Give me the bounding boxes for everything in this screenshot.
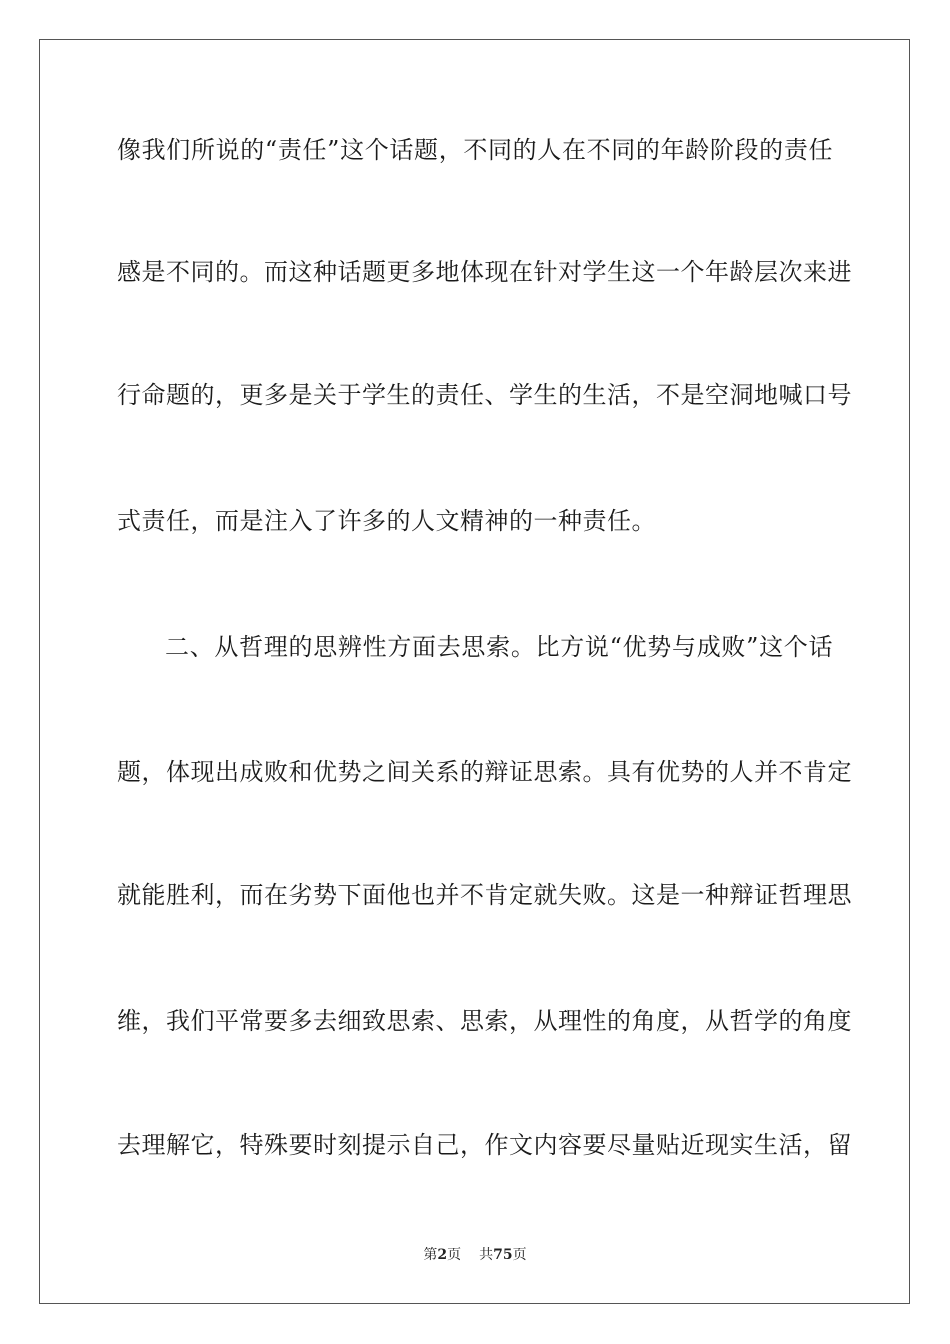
body-line-6: 题，体现出成败和优势之间关系的辩证思索。具有优势的人并不肯定 [117, 758, 852, 786]
body-line-2: 感是不同的。而这种话题更多地体现在针对学生这一个年龄层次来进 [117, 258, 852, 286]
body-line-7: 就能胜利，而在劣势下面他也并不肯定就失败。这是一种辩证哲理思 [117, 881, 852, 909]
body-line-8: 维，我们平常要多去细致思索、思索，从理性的角度，从哲学的角度 [117, 1007, 852, 1035]
footer-total-suffix: 页 [512, 1247, 527, 1263]
footer-page-prefix: 第 [423, 1247, 438, 1263]
footer-total-pages: 75 [493, 1247, 513, 1263]
body-line-3: 行命题的，更多是关于学生的责任、学生的生活，不是空洞地喊口号 [117, 381, 852, 409]
footer-total-prefix: 共 [479, 1247, 494, 1263]
body-line-1: 像我们所说的“责任”这个话题，不同的人在不同的年龄阶段的责任 [117, 136, 833, 164]
body-line-9: 去理解它，特殊要时刻提示自己，作文内容要尽量贴近现实生活，留 [117, 1131, 852, 1159]
body-line-5: 二、从哲理的思辨性方面去思索。比方说“优势与成败”这个话 [165, 633, 833, 661]
page-frame [39, 39, 910, 1304]
body-line-4: 式责任，而是注入了许多的人文精神的一种责任。 [117, 507, 656, 535]
footer-page-suffix: 页 [447, 1247, 462, 1263]
footer-page-number: 2 [437, 1247, 448, 1263]
page-footer [0, 1246, 950, 1264]
